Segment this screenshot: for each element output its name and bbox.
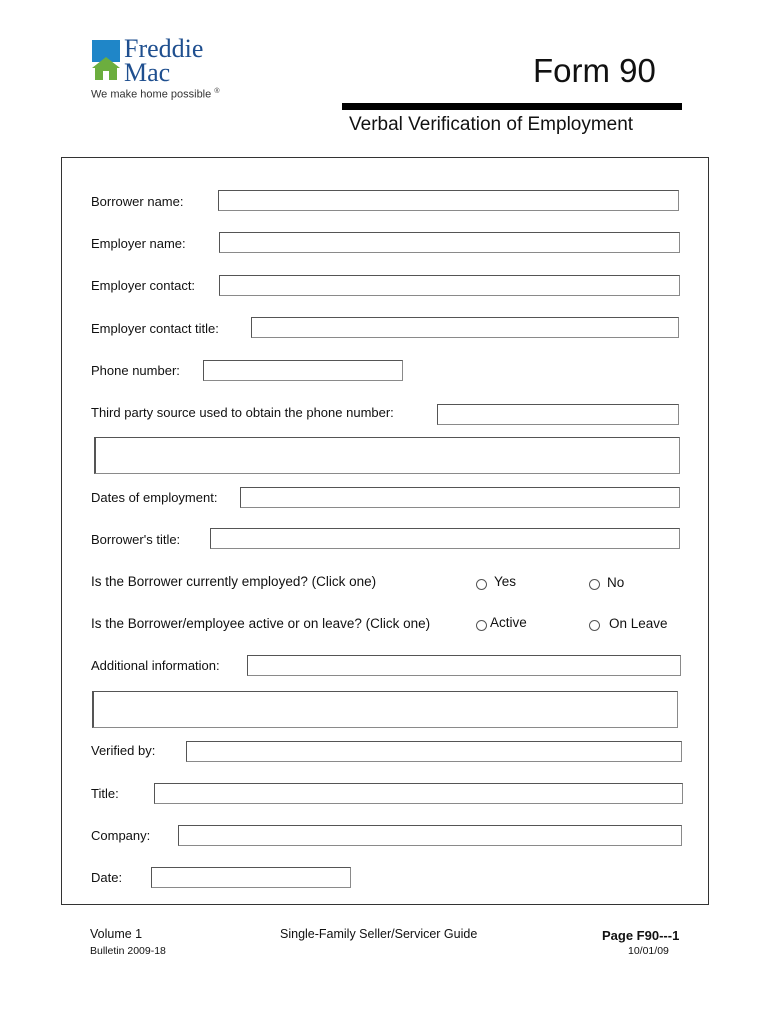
date-label: Date:: [91, 870, 123, 885]
form-number: Form 90: [533, 52, 656, 89]
employer-contact-title-label: Employer contact title:: [91, 321, 219, 336]
employer-contact-title-input[interactable]: [251, 317, 679, 338]
employer-contact-label: Employer contact:: [91, 278, 196, 293]
employed-question: Is the Borrower currently employed? (Click one): [91, 574, 377, 589]
additional-information-input[interactable]: [247, 655, 681, 676]
header-rule: [342, 103, 682, 110]
dates-of-employment-label: Dates of employment:: [91, 490, 218, 505]
footer-guide-title: Single-Family Seller/Servicer Guide: [280, 927, 478, 941]
employed-no-radio[interactable]: [589, 579, 600, 590]
additional-information-label: Additional information:: [91, 658, 220, 673]
on-leave-label: On Leave: [609, 616, 668, 631]
verifier-title-input[interactable]: [154, 783, 683, 804]
freddie-mac-house-logo-icon: [92, 40, 120, 80]
footer-date: 10/01/09: [628, 945, 669, 957]
company-input[interactable]: [178, 825, 682, 846]
employed-yes-radio[interactable]: [476, 579, 487, 590]
employer-name-input[interactable]: [219, 232, 680, 253]
phone-number-label: Phone number:: [91, 363, 180, 378]
on-leave-radio[interactable]: [589, 620, 600, 631]
third-party-source-input[interactable]: [437, 404, 679, 425]
registered-mark: ®: [214, 88, 220, 95]
borrowers-title-label: Borrower's title:: [91, 532, 181, 547]
footer-bulletin: Bulletin 2009-18: [90, 945, 166, 957]
employed-no-label: No: [607, 575, 625, 590]
form-title: Verbal Verification of Employment: [349, 114, 634, 135]
logo-tagline: We make home possible ®: [91, 88, 220, 101]
verifier-title-label: Title:: [91, 786, 119, 801]
employer-name-label: Employer name:: [91, 236, 186, 251]
borrower-name-label: Borrower name:: [91, 194, 184, 209]
borrowers-title-input[interactable]: [210, 528, 680, 549]
phone-number-input[interactable]: [203, 360, 403, 381]
third-party-source-label: Third party source used to obtain the phone number:: [91, 405, 394, 420]
logo-text-freddie: Freddie: [124, 34, 204, 63]
third-party-source-detail-textarea[interactable]: [94, 437, 680, 474]
dates-of-employment-input[interactable]: [240, 487, 680, 508]
company-label: Company:: [91, 828, 151, 843]
footer-page-number: Page F90---1: [602, 928, 680, 943]
date-input[interactable]: [151, 867, 351, 888]
active-radio[interactable]: [476, 620, 487, 631]
verified-by-input[interactable]: [186, 741, 682, 762]
borrower-name-input[interactable]: [218, 190, 679, 211]
footer-volume: Volume 1: [90, 927, 143, 941]
active-label: Active: [490, 615, 527, 630]
additional-information-textarea[interactable]: [92, 691, 678, 728]
verified-by-label: Verified by:: [91, 743, 156, 758]
logo-text-mac: Mac: [124, 58, 171, 87]
employed-yes-label: Yes: [494, 574, 517, 589]
active-question: Is the Borrower/employee active or on leave? (Click one): [91, 616, 431, 631]
employer-contact-input[interactable]: [219, 275, 680, 296]
